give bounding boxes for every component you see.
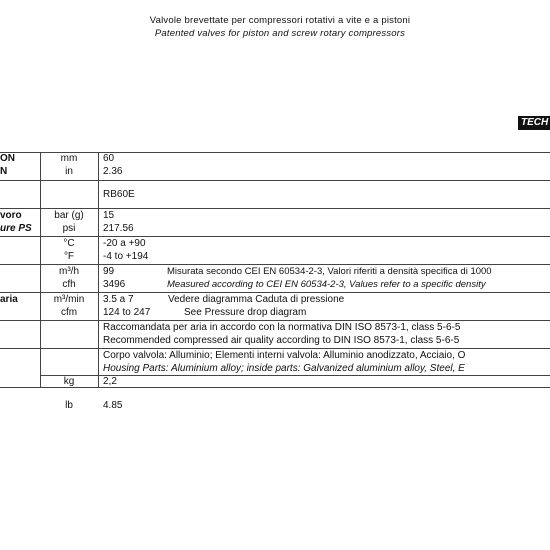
row-divider [0, 320, 550, 321]
row-divider [0, 180, 550, 181]
air-note-en: See Pressure drop diagram [184, 307, 307, 318]
weight-unit-kg: kg [63, 376, 75, 387]
quality-text-it: Raccomandata per aria in accordo con la normativa DIN ISO 8573-1, class 5-6-5 [103, 322, 461, 333]
pressure-unit-bar: bar (g) [54, 210, 84, 221]
spec-table [0, 152, 550, 388]
model-value: RB60E [103, 189, 135, 200]
row-divider [0, 292, 550, 293]
flow-note-en: Measured according to CEI EN 60534-2-3, Values refer to a specific density [167, 279, 486, 290]
pressure-value-bar: 15 [103, 210, 115, 221]
flow-unit-m3h: m³/h [59, 266, 79, 277]
weight-value-lb: 4.85 [103, 400, 123, 411]
row-divider [0, 236, 550, 237]
flow-unit-cfh: cfh [62, 279, 76, 290]
pressure-unit-psi: psi [62, 223, 76, 234]
flow-value-m3h: 99 [103, 266, 115, 277]
header-line-italian: Valvole brevettate per compressori rotativi a vite e a pistoni [149, 15, 411, 26]
air-unit-m3min: m³/min [53, 294, 85, 305]
size-value-in: 2.36 [103, 166, 123, 177]
air-value-m3min: 3.5 a 7 [103, 294, 134, 305]
pressure-value-psi: 217.56 [103, 223, 134, 234]
temp-unit-c: °C [63, 238, 75, 249]
size-unit-mm: mm [60, 153, 78, 164]
temp-value-f: -4 to +194 [103, 251, 149, 262]
temp-value-c: -20 a +90 [103, 238, 146, 249]
air-value-cfm: 124 to 247 [103, 307, 151, 318]
air-unit-cfm: cfm [60, 307, 78, 318]
quality-text-en: Recommended compressed air quality according to DIN ISO 8573-1, class 5-6-5 [103, 335, 460, 346]
header-line-english: Patented valves for piston and screw rotary compressors [154, 28, 406, 39]
weight-value-kg: 2,2 [103, 376, 117, 387]
tech-badge: TECH [518, 116, 550, 130]
pressure-label-en: ure PS [0, 223, 32, 234]
column-divider [98, 152, 99, 388]
pressure-label-it: voro [0, 210, 22, 221]
size-unit-in: in [65, 166, 73, 177]
row-divider [0, 264, 550, 265]
flow-value-cfh: 3496 [103, 279, 126, 290]
material-text-it: Corpo valvola: Alluminio; Elementi interni valvola: Alluminio anodizzato, Acciaio, O [103, 350, 466, 361]
air-label: aria [0, 294, 18, 305]
size-label-it: ON [0, 153, 15, 164]
flow-note-it: Misurata secondo CEI EN 60534-2-3, Valori riferiti a densità specifica di 1000 [167, 266, 492, 277]
size-value-mm: 60 [103, 153, 115, 164]
air-note-it: Vedere diagramma Caduta di pressione [168, 294, 345, 305]
material-text-en: Housing Parts: Aluminium alloy; inside parts: Galvanized aluminium alloy, Steel, E [103, 363, 465, 374]
temp-unit-f: °F [63, 251, 75, 262]
size-label-en: N [0, 166, 8, 177]
row-divider [0, 208, 550, 209]
row-divider [0, 348, 550, 349]
weight-unit-lb: lb [65, 400, 73, 411]
